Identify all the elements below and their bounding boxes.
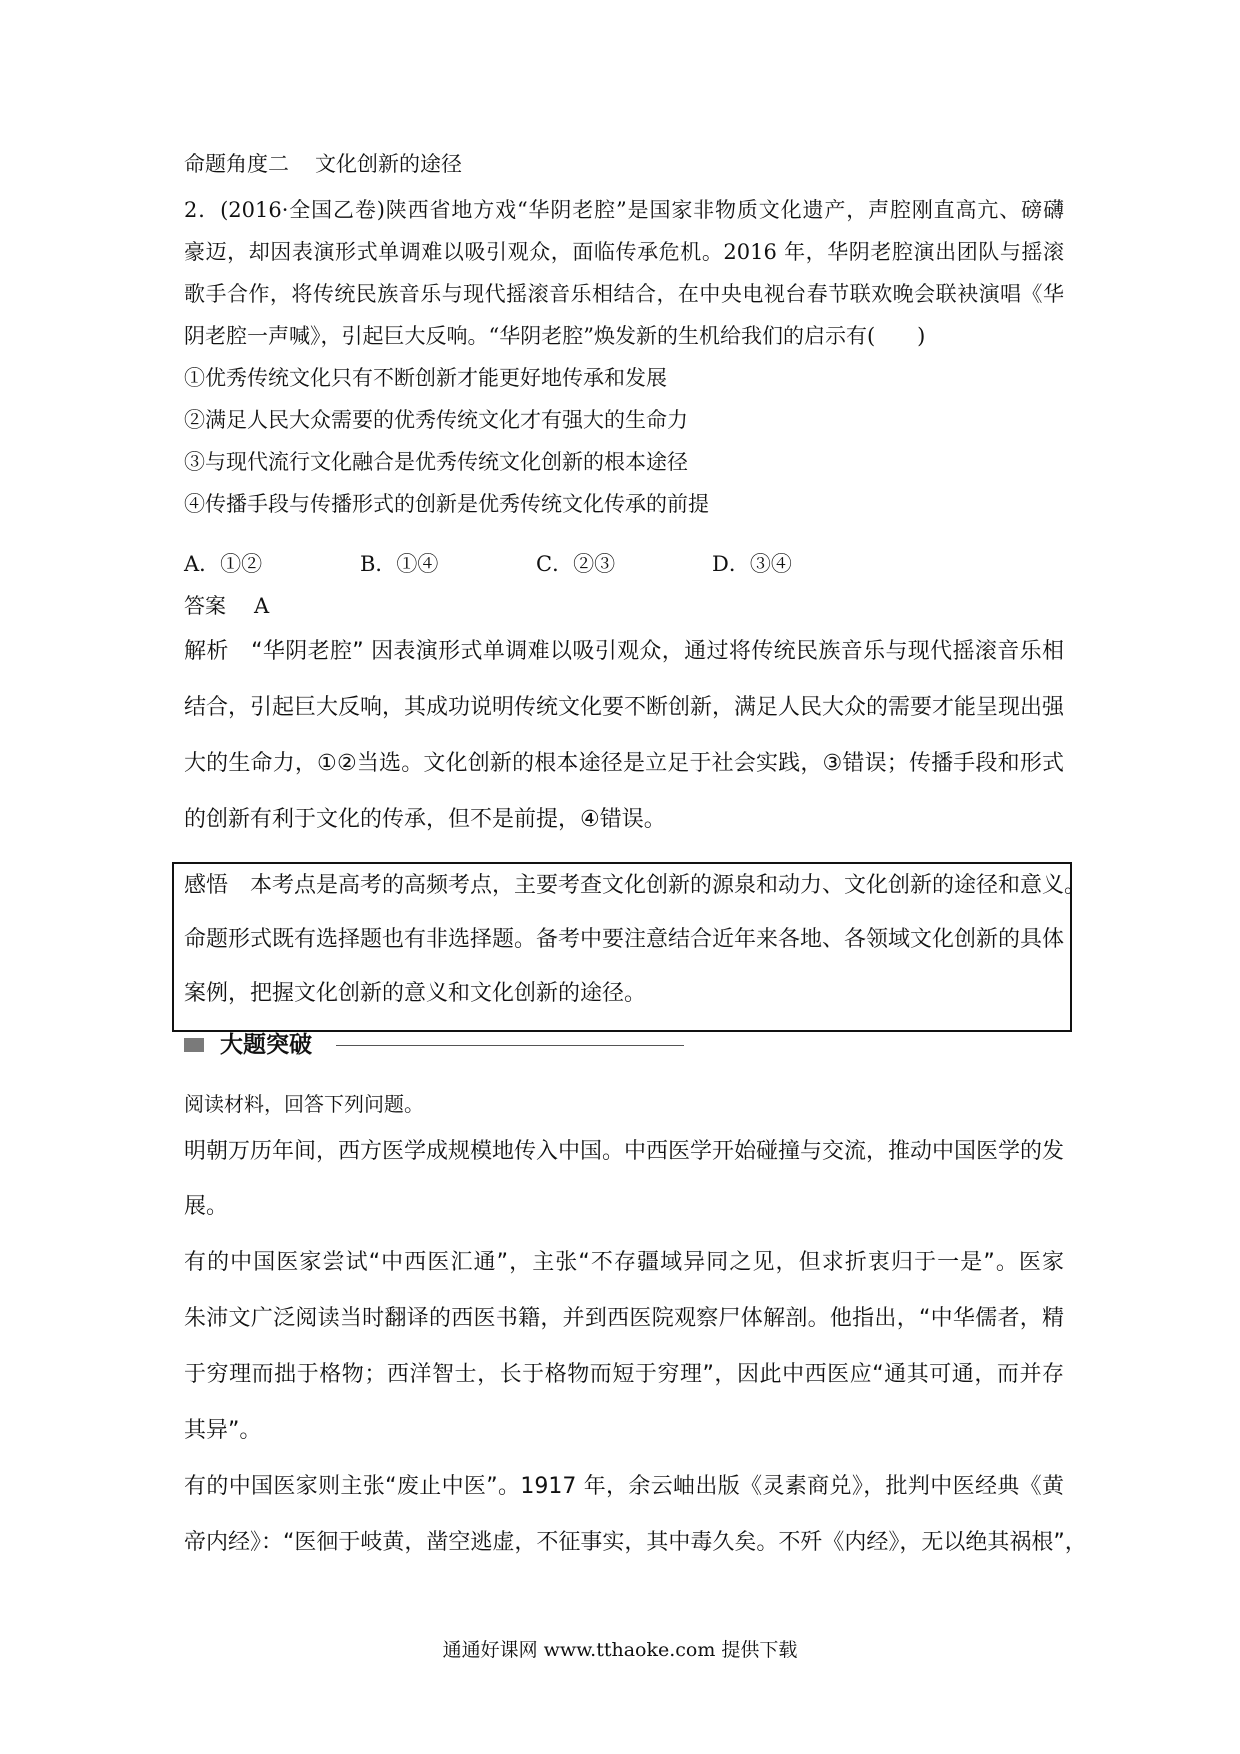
question-line-3: 歌手合作，将传统民族音乐与现代摇滚音乐相结合，在中央电视台春节联欢晚会联袂演唱《华 xyxy=(184,282,1064,306)
insight-line-2: 命题形式既有选择题也有非选择题。备考中要注意结合近年来各地、各领域文化创新的具体 xyxy=(184,927,1065,952)
answer-label: 答案 xyxy=(184,594,226,618)
analysis-line-4: 的创新有利于文化的传承，但不是前提，④错误。 xyxy=(184,807,666,832)
answer-value: A xyxy=(254,594,270,618)
angle-label: 命题角度二 xyxy=(184,152,289,176)
question-line-2: 豪迈，却因表演形式单调难以吸引观众，面临传承危机。2016 年，华阴老腔演出团队与摇滚 xyxy=(184,240,1064,264)
material-line-5: 于穷理而拙于格物；西洋智士，长于格物而短于穷理”，因此中西医应“通其可通，而并存 xyxy=(184,1362,1064,1387)
option-b: B．①④ xyxy=(360,552,439,576)
major-section-header xyxy=(184,1028,684,1062)
section-marker-icon xyxy=(184,1038,204,1052)
page-footer: 通通好课网 www.tthaoke.com 提供下载 xyxy=(442,1639,798,1661)
statement-4: ④传播手段与传播形式的创新是优秀传统文化传承的前提 xyxy=(184,492,709,516)
question-angle-heading xyxy=(184,150,1064,178)
material-line-3: 有的中国医家尝试“中西医汇通”，主张“不存疆域异同之见，但求折衷归于一是”。医家 xyxy=(184,1250,1064,1275)
option-a: A．①② xyxy=(184,552,263,576)
material-line-2: 展。 xyxy=(184,1194,229,1219)
analysis-line-2: 结合，引起巨大反响，其成功说明传统文化要不断创新，满足人民大众的需要才能呈现出强 xyxy=(184,695,1065,720)
material-line-8: 帝内经》：“医徊于岐黄，凿空逃虚，不征事实，其中毒久矣。不歼《内经》，无以绝其祸根”， xyxy=(184,1530,1087,1555)
section-divider xyxy=(336,1045,684,1046)
answer-options xyxy=(184,550,1064,578)
material-instruction: 阅读材料，回答下列问题。 xyxy=(184,1092,424,1116)
angle-title: 文化创新的途径 xyxy=(315,152,462,176)
major-section-title: 大题突破 xyxy=(220,1032,312,1058)
answer-line xyxy=(184,592,1064,620)
analysis-line-1: 解析 “华阴老腔” 因表演形式单调难以吸引观众，通过将传统民族音乐与现代摇滚音乐相 xyxy=(184,639,1064,664)
statement-1: ①优秀传统文化只有不断创新才能更好地传承和发展 xyxy=(184,366,667,390)
question-line-1: 2．(2016·全国乙卷)陕西省地方戏“华阴老腔”是国家非物质文化遗产，声腔刚直高亢、磅礴 xyxy=(184,198,1064,222)
statement-3: ③与现代流行文化融合是优秀传统文化创新的根本途径 xyxy=(184,450,688,474)
material-line-7: 有的中国医家则主张“废止中医”。1917 年，余云岫出版《灵素商兑》，批判中医经典《黄 xyxy=(184,1474,1064,1499)
statement-2: ②满足人民大众需要的优秀传统文化才有强大的生命力 xyxy=(184,408,688,432)
material-line-4: 朱沛文广泛阅读当时翻译的西医书籍，并到西医院观察尸体解剖。他指出，“中华儒者，精 xyxy=(184,1306,1064,1331)
analysis-line-3: 大的生命力，①②当选。文化创新的根本途径是立足于社会实践，③错误；传播手段和形式 xyxy=(184,751,1064,776)
question-line-4: 阴老腔一声喊》，引起巨大反响。“华阴老腔”焕发新的生机给我们的启示有( ) xyxy=(184,324,926,348)
insight-line-1: 感悟 本考点是高考的高频考点，主要考查文化创新的源泉和动力、文化创新的途径和意义。 xyxy=(184,873,1087,898)
option-c: C．②③ xyxy=(536,552,616,576)
material-line-1: 明朝万历年间，西方医学成规模地传入中国。中西医学开始碰撞与交流，推动中国医学的发 xyxy=(184,1139,1065,1164)
insight-line-3: 案例，把握文化创新的意义和文化创新的途径。 xyxy=(184,981,647,1006)
material-line-6: 其异”。 xyxy=(184,1418,262,1443)
option-d: D．③④ xyxy=(712,552,792,576)
